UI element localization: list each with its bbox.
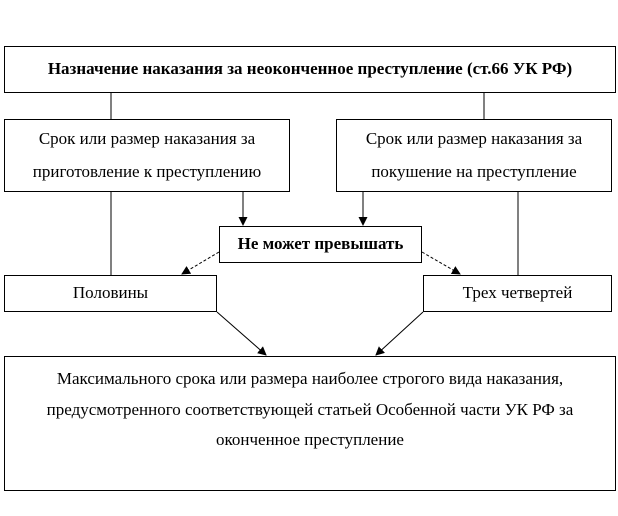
preparation-line-1: Срок или размер наказания за xyxy=(38,129,256,149)
preparation-box xyxy=(4,119,290,192)
maximum-penalty-box xyxy=(4,356,616,491)
half-box xyxy=(4,275,217,312)
arrow-cannot-exceed-to-three-quarters xyxy=(422,252,460,274)
title-text: Назначение наказания за неоконченное преступление (ст.66 УК РФ) xyxy=(47,59,573,79)
arrow-three-quarters-to-maximum xyxy=(376,312,423,355)
half-text: Половины xyxy=(72,283,149,303)
cannot-exceed-text: Не может превышать xyxy=(237,234,404,254)
maximum-line-2: предусмотренного соответствующей статьей Особенной части УК РФ за xyxy=(46,399,574,419)
attempt-line-1: Срок или размер наказания за xyxy=(365,129,583,149)
maximum-line-1: Максимального срока или размера наиболее строгого вида наказания, xyxy=(56,369,564,388)
maximum-line-3: оконченное преступление xyxy=(216,430,404,450)
title-box xyxy=(4,46,616,93)
three-quarters-text: Трех четвертей xyxy=(462,283,573,303)
attempt-line-2: покушение на преступление xyxy=(371,161,577,181)
attempt-box xyxy=(336,119,612,192)
arrow-cannot-exceed-to-half xyxy=(182,252,219,274)
preparation-line-2: приготовление к преступлению xyxy=(32,161,262,181)
cannot-exceed-box xyxy=(219,226,422,263)
arrow-half-to-maximum xyxy=(217,312,266,355)
three-quarters-box xyxy=(423,275,612,312)
